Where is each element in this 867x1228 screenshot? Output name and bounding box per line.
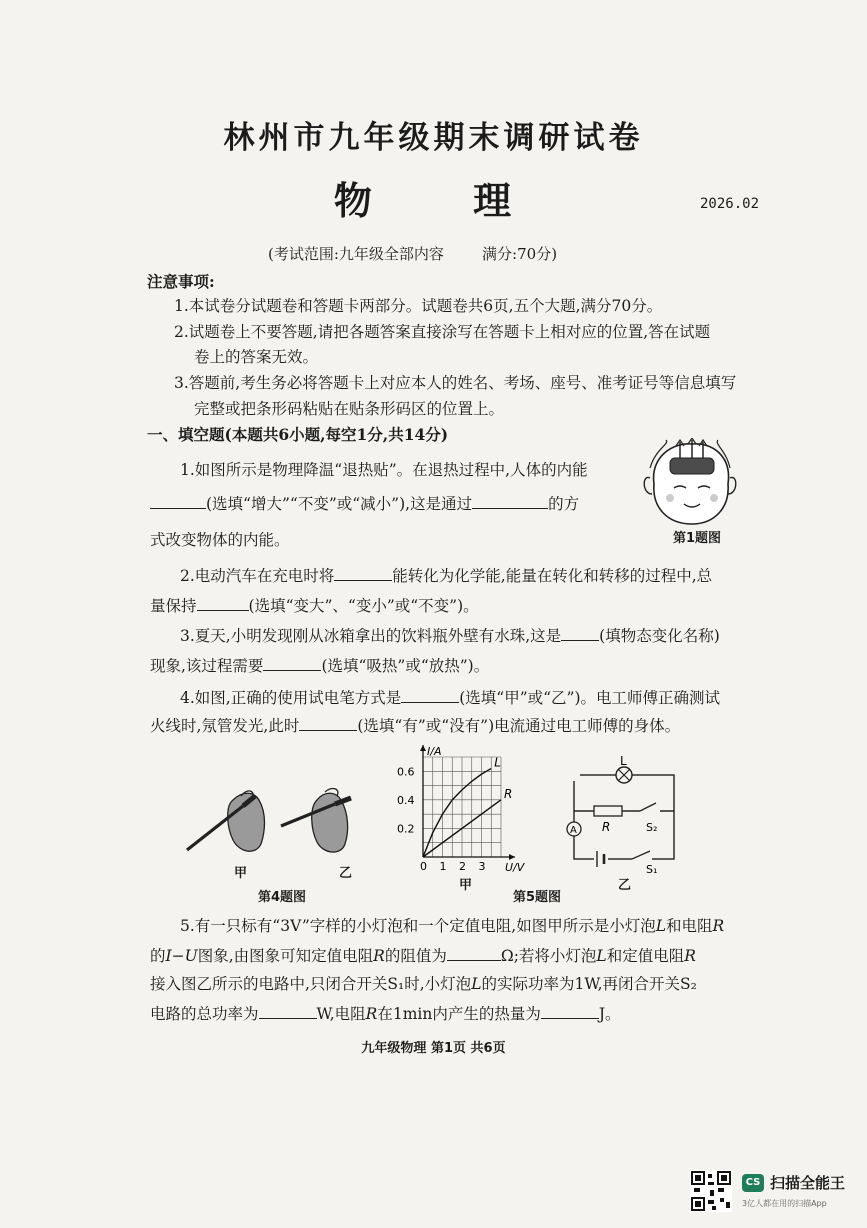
q4-caption: 第4题图 (258, 890, 307, 905)
x-tick-label: 0 (420, 860, 427, 873)
q4-label-jia: 甲 (234, 866, 248, 881)
s2-label: S₂ (646, 821, 658, 834)
notice-item-3-cont: 完整或把条形码粘贴在贴条形码区的位置上。 (194, 400, 505, 418)
lamp-label: L (620, 754, 627, 768)
q5-line2: 的I−U图象,由图象可知定值电阻R的阻值为 Ω;若将小灯泡L和定值电阻R (150, 947, 696, 965)
q1-line3: 式改变物体的内能。 (150, 531, 290, 549)
notice-heading: 注意事项: (147, 272, 215, 291)
q5-line4: 电路的总功率为 W,电阻R在1min内产生的热量为 J。 (150, 1005, 621, 1023)
q3-line1: 3.夏天,小明发现刚从冰箱拿出的饮料瓶外壁有水珠,这是 (填物态变化名称) (180, 627, 720, 645)
answer-blank[interactable] (263, 656, 321, 671)
answer-blank[interactable] (447, 946, 501, 961)
subject-title: 物 理 (333, 178, 556, 223)
answer-blank[interactable] (197, 596, 249, 611)
chart-grid (423, 757, 501, 857)
q1-line2: (选填“增大”“不变”或“减小”),这是通过 的方 (150, 494, 579, 514)
q3-line2: 现象,该过程需要 (选填“吸热”或“放热”)。 (150, 657, 490, 675)
hand-yi-icon (281, 789, 351, 853)
ammeter-label: A (570, 825, 577, 836)
answer-blank[interactable] (150, 494, 206, 509)
series-label-L: L (494, 755, 501, 770)
scanner-tagline: 3亿人都在用的扫描App (742, 1199, 827, 1208)
scanner-badge (742, 1172, 845, 1193)
section-heading: 一、填空题(本题共6小题,每空1分,共14分) (147, 425, 449, 444)
notice-item-1: 1.本试卷分试题卷和答题卡两部分。试题卷共6页,五个大题,满分70分。 (174, 297, 663, 315)
x-axis-label: U/V (505, 861, 525, 874)
y-tick-label: 0.2 (397, 822, 415, 836)
resistor-label: R (602, 820, 611, 834)
answer-blank[interactable] (259, 1004, 317, 1019)
page-footer: 九年级物理 第1页 共6页 (361, 1041, 506, 1056)
notice-item-3: 3.答题前,考生务必将答题卡上对应本人的姓名、考场、座号、准考证号等信息填写 (174, 374, 737, 392)
q5-caption: 第5题图 (513, 890, 562, 905)
qr-code-icon (690, 1170, 732, 1212)
q2-line2: 量保持 (选填“变大”、“变小”或“不变”)。 (150, 597, 479, 615)
circuit-diagram (558, 745, 688, 875)
chart-series (423, 755, 512, 857)
lamp-icon (616, 767, 632, 783)
x-tick-label: 2 (459, 860, 466, 873)
answer-blank[interactable] (541, 1004, 599, 1019)
q5-line3: 接入图乙所示的电路中,只闭合开关S₁时,小灯泡L的实际功率为1W,再闭合开关S₂ (150, 975, 697, 993)
q4-line1: 4.如图,正确的使用试电笔方式是 (选填“甲”或“乙”)。电工师傅正确测试 (180, 689, 721, 707)
q5-line1: 5.有一只标有“3V”字样的小灯泡和一个定值电阻,如图甲所示是小灯泡L和电阻R (180, 917, 725, 935)
notice-item-2-cont: 卷上的答案无效。 (194, 348, 319, 366)
x-axis-arrow (509, 854, 515, 860)
exam-scope: (考试范围:九年级全部内容 满分:70分) (268, 245, 558, 263)
resistor-icon (594, 806, 622, 816)
q4-label-yi: 乙 (339, 866, 353, 881)
answer-blank[interactable] (334, 566, 392, 581)
notice-item-2: 2.试题卷上不要答题,请把各题答案直接涂写在答题卡上相对应的位置,答在试题 (174, 323, 711, 341)
test-pen-illustration (185, 778, 375, 868)
cooling-patch-illustration (640, 438, 740, 530)
series-label-R: R (504, 786, 513, 801)
y-tick-label: 0.6 (397, 765, 415, 779)
chart-axes (420, 745, 526, 874)
q1-line1: 1.如图所示是物理降温“退热贴”。在退热过程中,人体的内能 (180, 461, 588, 479)
answer-blank[interactable] (299, 716, 357, 731)
y-axis-arrow (420, 745, 426, 751)
q5-graph-label: 甲 (459, 878, 473, 893)
scanner-logo-icon: CS (742, 1174, 764, 1192)
scanner-app-name: 扫描全能王 (770, 1174, 846, 1192)
hand-jia-icon (187, 791, 265, 851)
s1-label: S₁ (646, 863, 658, 875)
x-tick-label: 1 (439, 860, 447, 873)
y-tick-label: 0.4 (397, 793, 415, 807)
exam-title: 林州市九年级期末调研试卷 (223, 120, 644, 156)
q4-line2: 火线时,氖管发光,此时 (选填“有”或“没有”)电流通过电工师傅的身体。 (150, 717, 681, 735)
series-line-L (423, 768, 491, 857)
q2-line1: 2.电动汽车在充电时将 能转化为化学能,能量在转化和转移的过程中,总 (180, 567, 713, 585)
answer-blank[interactable] (401, 688, 459, 703)
exam-date: 2026.02 (700, 196, 760, 212)
q5-circuit-label: 乙 (618, 878, 632, 893)
y-axis-label: I/A (427, 745, 442, 758)
q1-caption: 第1题图 (673, 531, 722, 546)
x-tick-label: 3 (478, 860, 486, 873)
answer-blank[interactable] (472, 494, 548, 509)
answer-blank[interactable] (561, 626, 599, 641)
iu-graph (393, 745, 528, 875)
